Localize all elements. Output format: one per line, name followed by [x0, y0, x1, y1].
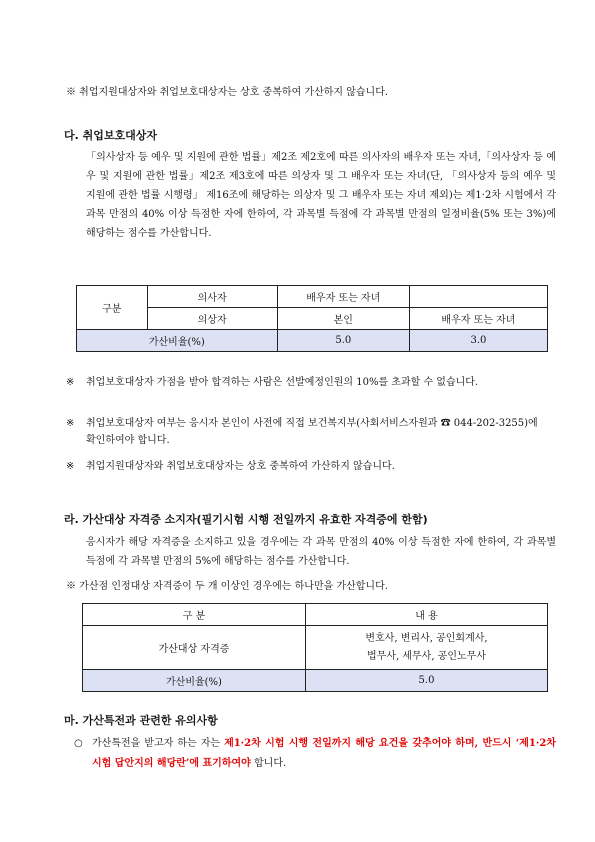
protection-rate-table: [76, 285, 548, 352]
row-certificate-list: 변호사, 변리사, 공인회계사, 법무사, 세무사, 공인노무사: [306, 626, 548, 670]
section-ma-title: 마. 가산특전과 관련한 유의사항: [64, 714, 218, 727]
cert-rate-label: 가산비율(%): [83, 670, 306, 692]
rate-label: 가산비율(%): [77, 330, 278, 352]
rate-value-3: 3.0: [409, 330, 547, 352]
rate-value-5: 5.0: [277, 330, 409, 352]
caution-text: 가산특전을 받고자 하는 자는 제1·2차 시험 시행 전일까지 해당 요건을 갖추어야 하며, 반드시 ‘제1·2차 시험 답안지의 해당란’에 표기하여야 합니다.: [92, 738, 556, 769]
header-self: 본인: [277, 308, 409, 330]
note-one-certificate: ※ 가산점 인정대상 자격증이 두 개 이상인 경우에는 하나만을 가산합니다.: [66, 581, 388, 592]
note-no-duplicate-top: ※ 취업지원대상자와 취업보호대상자는 상호 중복하여 가산하지 않습니다.: [66, 87, 389, 98]
circle-bullet-icon: ○: [74, 738, 83, 749]
header-spouse-child-b: 배우자 또는 자녀: [409, 308, 547, 330]
cert-rate-value: 5.0: [306, 670, 548, 692]
note-verify-ministry: ※ 취업보호대상자 여부는 응시자 본인이 사전에 직접 보건복지부(사회서비스자원과 ☎ 044-202-3255)에 확인하여야 합니다.: [66, 418, 538, 446]
caution-item: [74, 734, 556, 774]
section-ra-paragraph: 응시자가 해당 자격증을 소지하고 있을 경우에는 각 과목 만점의 40% 이상 득점한 자에 한하여, 각 과목별 득점에 각 과목별 만점의 5%에 해당하는 점수를 가산합니다.: [86, 537, 556, 567]
row-certificate-label: 가산대상 자격증: [83, 626, 306, 670]
header-uisaja: 의사자: [147, 286, 277, 308]
header-spouse-child-a: 배우자 또는 자녀: [277, 286, 409, 308]
header-empty: [409, 286, 547, 308]
note-no-duplicate: ※ 취업지원대상자와 취업보호대상자는 상호 중복하여 가산하지 않습니다.: [66, 461, 395, 472]
section-ra-title: 라. 가산대상 자격증 소지자(필기시험 시행 전일까지 유효한 자격증에 한함): [64, 513, 428, 526]
header-division: 구 분: [83, 604, 306, 626]
section-da-paragraph: 「의사상자 등 예우 및 지원에 관한 법률」제2조 제2호에 따른 의사자의 배우자 또는 자녀,「의사상자 등 예우 및 지원에 관한 법률」제2조 제3호에 따른 의상자 및 그 배우자 또는 자녀(단, 「의사상자 등의 예우 및 지원에 관한 법률 시행령」 제16조에 해당하는 의상자 및 그 배우자 또는 자녀 제외)는 제1·2차 시험에서 각 과목 만점의 40% 이상 득점한 자에 한하여, 각 과목별 득점에 각 과목별 만점의 일정비율(5% 또는 3%)에 해당하는 점수를 가산합니다.: [86, 152, 556, 239]
header-content: 내 용: [306, 604, 548, 626]
note-ten-percent-limit: ※ 취업보호대상자 가점을 받아 합격하는 사람은 선발예정인원의 10%를 초과할 수 없습니다.: [66, 377, 479, 388]
certificate-table: [82, 603, 548, 692]
header-uisangja: 의상자: [147, 308, 277, 330]
col-division-header: 구분: [77, 286, 148, 330]
section-da-title: 다. 취업보호대상자: [64, 129, 158, 142]
caution-emphasis: 제1·2차 시험 시행 전일까지 해당 요건을 갖추어야 하며, 반드시 ‘제1·2차 시험 답안지의 해당란’에 표기하여야: [92, 738, 556, 769]
